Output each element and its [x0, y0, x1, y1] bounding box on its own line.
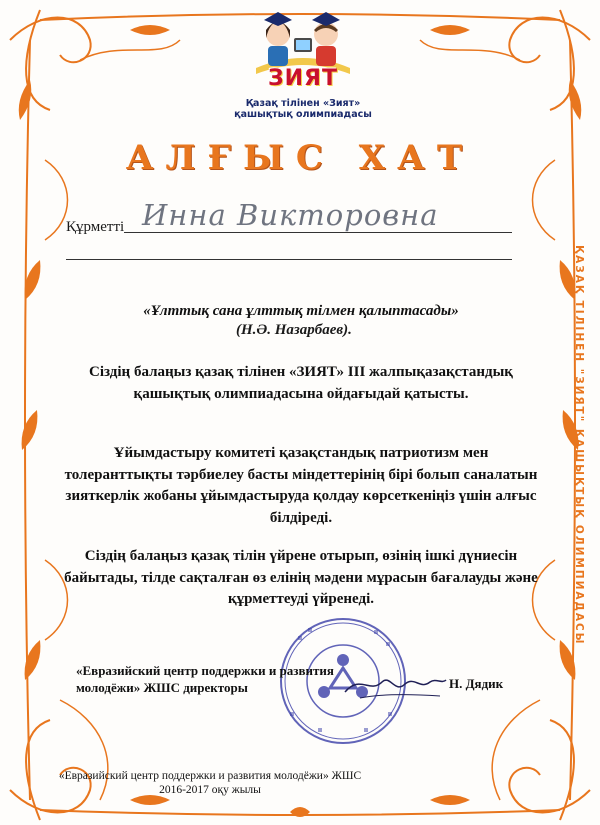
side-olympiad-label: ҚАЗАҚ ТІЛІНЕН "ЗИЯТ" ҚАШЫҚТЫҚ ОЛИМПИАДАСЫ [573, 245, 585, 646]
signer-name: Н. Дядик [449, 676, 504, 691]
paragraph-gratitude: Ұйымдастыру комитеті қазақстандық патриотизм мен толеранттықты тәрбиелеу басты міндеттерінің бірі болып саналатын зияткерлік жобаны ұйымдастыруда қолдау көрсеткеніңіз үшін алғыс білдіреді. [64, 445, 538, 526]
logo-wordmark: ЗИЯТ [268, 66, 338, 91]
addressee-label: Құрметті [66, 219, 125, 235]
handwritten-signature [340, 664, 450, 704]
olympiad-logo [228, 8, 378, 120]
organization-director: «Евразийский центр поддержки и развития молодёжи» ЖШС директоры [76, 663, 334, 695]
logo-caption-line2: қашықтық олимпиадасы [234, 109, 372, 120]
addressee-line [124, 232, 512, 233]
epigraph-author: (Н.Ә. Назарбаев). [236, 322, 352, 338]
footer-organization: «Евразийский центр поддержки и развития молодёжи» ЖШС [58, 770, 362, 782]
paragraph-learning: Сіздің балаңыз қазақ тілін үйрене отырып, өзінің ішкі дүниесін байытады, тілде сақталған өз елінің мәдени мұрасын бағалауды және құрметтеуді үйренеді. [64, 548, 538, 607]
footer-year: 2016-2017 оқу жылы [159, 784, 261, 796]
paragraph-participation: Сіздің балаңыз қазақ тілінен «ЗИЯТ» ІІІ жалпықазақстандық қашықтық олимпиадасына ойдағыдай қатысты. [89, 364, 513, 402]
addressee-name: Инна Викторовна [142, 198, 439, 232]
logo-caption-line1: Қазақ тілінен «Зият» [245, 98, 361, 109]
epigraph-quote: «Ұлттық сана ұлттық тілмен қалыптасады» [143, 303, 459, 319]
certificate-title: АЛҒЫС ХАТ [125, 138, 475, 178]
addressee-line-2 [66, 259, 512, 260]
